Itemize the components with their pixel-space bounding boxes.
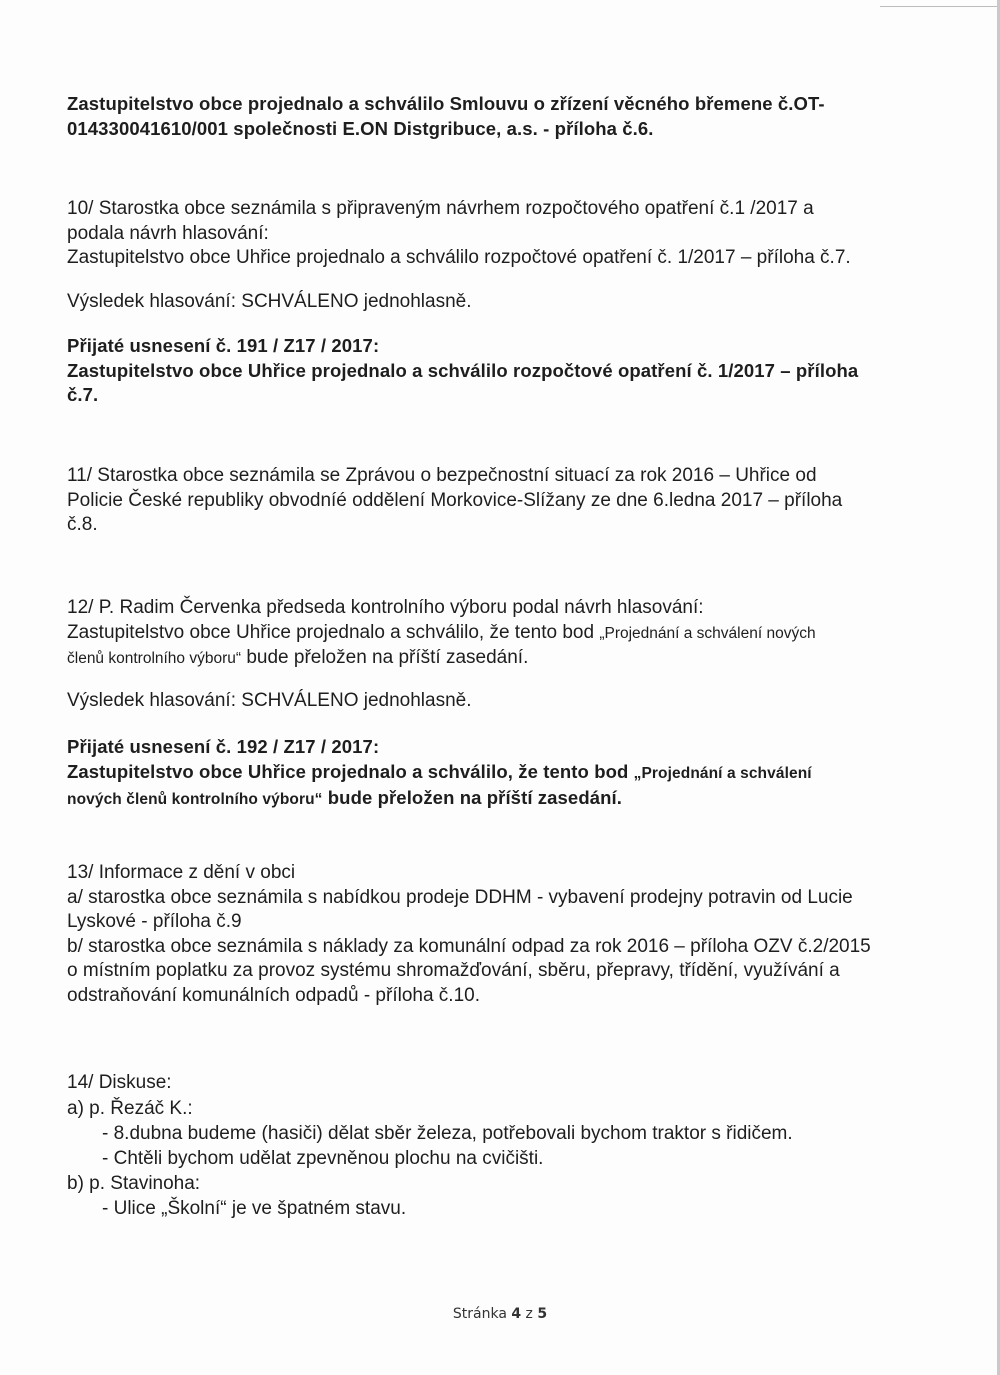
- item-12-resolution-line-2-text: bude přeložen na příští zasedání.: [322, 787, 622, 808]
- item-13-line-6: odstraňování komunálních odpadů - příloha č.10.: [67, 984, 480, 1006]
- page-number-prefix: Stránka: [452, 1306, 512, 1322]
- item-12-resolution: [67, 735, 907, 813]
- item-10-resolution-line-1: Zastupitelstvo obce Uhřice projednalo a schválilo rozpočtové opatření č. 1/2017 – příloha: [67, 359, 859, 381]
- intro-line-2: 014330041610/001 společnosti E.ON Distgribuce, a.s. - příloha č.6.: [67, 117, 654, 139]
- item-10-line-1: 10/ Starostka obce seznámila s připraveným návrhem rozpočtového opatření č.1 /2017 a: [67, 198, 814, 219]
- item-10: [67, 197, 907, 271]
- item-12: [67, 596, 907, 672]
- item-10-resolution: [67, 334, 907, 408]
- item-13-line-3: Lyskové - příloha č.9: [67, 911, 242, 932]
- item-14-b-label: b) p. Stavinoha:: [67, 1173, 201, 1194]
- item-12-resolution-line-2: [67, 786, 907, 813]
- item-10-vote: Výsledek hlasování: SCHVÁLENO jednohlasně.: [67, 291, 472, 312]
- page-number: [0, 1306, 1000, 1322]
- item-14-a-point-1: - 8.dubna budeme (hasiči) dělat sběr železa, potřebovali bychom traktor s řidičem.: [102, 1123, 793, 1144]
- item-14-a-point-2: - Chtěli bychom udělat zpevněnou plochu na cvičišti.: [102, 1148, 544, 1169]
- item-12-line-2: [67, 621, 907, 647]
- item-12-line-3: [67, 646, 907, 672]
- item-12-vote: Výsledek hlasování: SCHVÁLENO jednohlasně.: [67, 690, 472, 711]
- item-13-line-1: 13/ Informace z dění v obci: [67, 862, 296, 883]
- scan-edge-mark: [880, 6, 1000, 7]
- item-10-resolution-line-2: č.7.: [67, 384, 99, 405]
- intro-line-1: Zastupitelstvo obce projednalo a schválilo Smlouvu o zřízení věcného břemene č.OT-: [67, 93, 825, 114]
- item-14-title: 14/ Diskuse:: [67, 1072, 172, 1093]
- item-12-resolution-line-1: [67, 760, 907, 787]
- item-10-line-2: podala návrh hlasování:: [67, 222, 269, 244]
- item-11-line-2: Policie České republiky obvodníé oddělení Morkovice-Slížany ze dne 6.ledna 2017 – příloha: [67, 489, 843, 511]
- item-12-line-1: 12/ P. Radim Červenka předseda kontrolního výboru podal návrh hlasování:: [67, 597, 704, 618]
- item-14-b-point-1: - Ulice „Školní“ je ve špatném stavu.: [102, 1198, 407, 1219]
- item-10-line-3: Zastupitelstvo obce Uhřice projednalo a schválilo rozpočtové opatření č. 1/2017 – příloha č.7.: [67, 247, 851, 268]
- item-10-resolution-title: Přijaté usnesení č. 191 / Z17 / 2017:: [67, 335, 380, 356]
- item-13-line-5: o místním poplatku za provoz systému shromažďování, sběru, přepravy, třídění, využívání a: [67, 960, 840, 981]
- item-14-a-label: a) p. Řezáč K.:: [67, 1098, 193, 1119]
- item-12-resolution-title: Přijaté usnesení č. 192 / Z17 / 2017:: [67, 736, 380, 757]
- item-11-line-3: č.8.: [67, 514, 98, 535]
- item-11: [67, 464, 907, 538]
- item-12-line-2-text: Zastupitelstvo obce Uhřice projednalo a schválilo, že tento bod: [67, 621, 600, 643]
- item-12-resolution-line-1-text: Zastupitelstvo obce Uhřice projednalo a schválilo, že tento bod: [67, 760, 634, 782]
- page-number-current: 4: [511, 1306, 522, 1322]
- item-12-quoted-title-part-2: členů kontrolního výboru“: [67, 650, 242, 667]
- item-13: [67, 861, 907, 1008]
- intro-resolution: [67, 92, 907, 141]
- item-12-line-3-text: bude přeložen na příští zasedání.: [241, 647, 529, 668]
- item-13-line-4: b/ starostka obce seznámila s náklady za komunální odpad za rok 2016 – příloha OZV č.2/2015: [67, 935, 871, 957]
- page-number-total: 5: [537, 1306, 548, 1322]
- item-13-line-2: a/ starostka obce seznámila s nabídkou prodeje DDHM - vybavení prodejny potravin od Lucie: [67, 886, 853, 908]
- page-number-separator: z: [521, 1306, 538, 1322]
- item-12-resolution-quoted-part-1: „Projednání a schválení: [633, 764, 812, 782]
- item-12-resolution-quoted-part-2: nových členů kontrolního výboru“: [67, 791, 323, 808]
- item-11-line-1: 11/ Starostka obce seznámila se Zprávou o bezpečnostní situací za rok 2016 – Uhřice od: [67, 465, 817, 486]
- item-12-quoted-title-part-1: „Projednání a schválení nových: [599, 624, 816, 642]
